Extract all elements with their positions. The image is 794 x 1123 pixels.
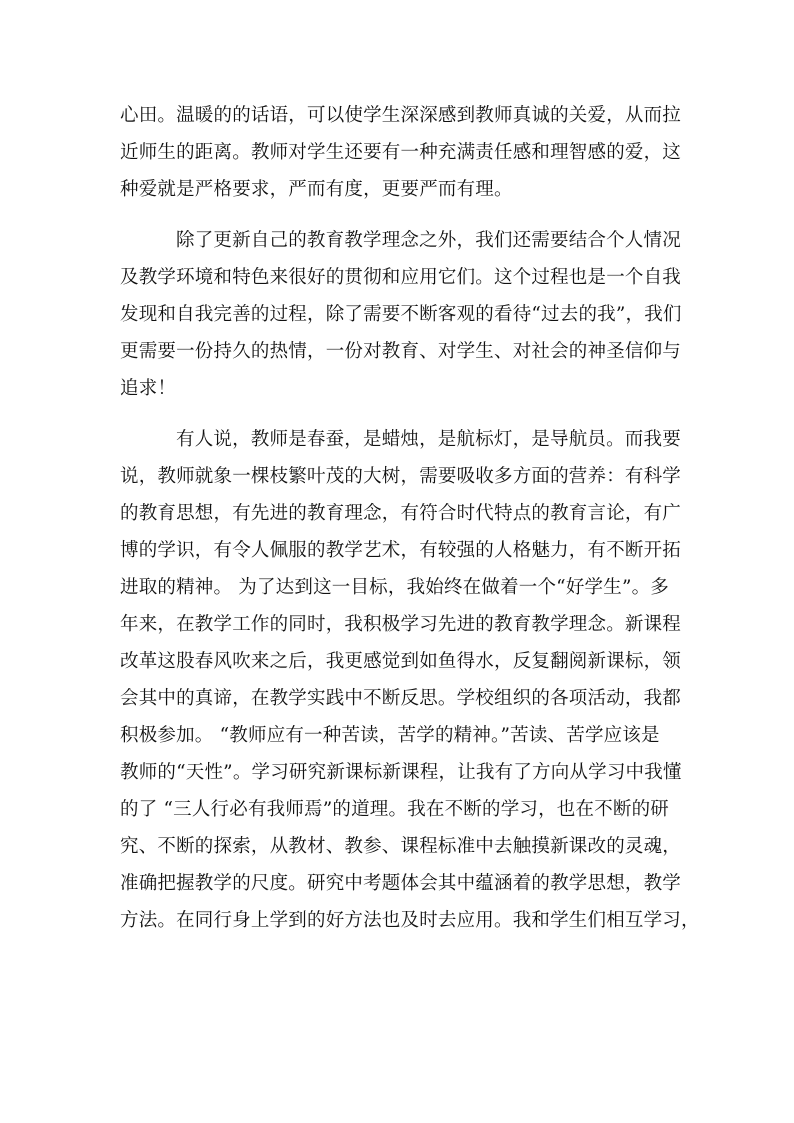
text-line: 更需要一份持久的热情，一份对教育、对学生、对社会的神圣信仰与 — [120, 341, 682, 362]
text-line: 会其中的真谛，在教学实践中不断反思。学校组织的各项活动，我都 — [120, 688, 682, 709]
text-line: 方法。在同行身上学到的好方法也及时去应用。我和学生们相互学习， — [120, 910, 700, 931]
text-line: 积极参加。 “教师应有一种苦读，苦学的精神。”苦读、苦学应该是 — [120, 725, 660, 746]
text-line: 改革这股春风吹来之后，我更感觉到如鱼得水，反复翻阅新课标，领 — [120, 651, 682, 672]
text-line: 追求！ — [120, 378, 177, 399]
text-line: 准确把握教学的尺度。研究中考题体会其中蕴涵着的教学思想，教学 — [120, 873, 682, 894]
text-line: 心田。温暖的的话语，可以使学生深深感到教师真诚的关爱，从而拉 — [120, 105, 682, 126]
text-line: 博的学识，有令人佩服的教学艺术，有较强的人格魅力，有不断开拓 — [120, 540, 682, 561]
text-line: 的了 “三人行必有我师焉”的道理。我在不断的学习，也在不断的研 — [120, 799, 669, 820]
text-line: 年来，在教学工作的同时，我积极学习先进的教育教学理念。新课程 — [120, 614, 682, 635]
text-line: 种爱就是严格要求，严而有度，更要严而有理。 — [120, 179, 513, 200]
paragraph-first-line: 有人说，教师是春蚕，是蜡烛，是航标灯，是导航员。而我要 — [176, 429, 681, 450]
text-line: 近师生的距离。教师对学生还要有一种充满责任感和理智感的爱，这 — [120, 142, 682, 163]
text-line: 的教育思想，有先进的教育理念，有符合时代特点的教育言论，有广 — [120, 503, 682, 524]
text-line: 进取的精神。 为了达到这一目标，我始终在做着一个“好学生”。多 — [120, 577, 669, 598]
text-line: 教师的“天性”。学习研究新课标新课程，让我有了方向从学习中我懂 — [120, 762, 682, 783]
paragraph-first-line: 除了更新自己的教育教学理念之外，我们还需要结合个人情况 — [176, 230, 681, 251]
text-line: 究、不断的探索，从教材、教参、课程标准中去触摸新课改的灵魂， — [120, 836, 682, 857]
text-line: 及教学环境和特色来很好的贯彻和应用它们。这个过程也是一个自我 — [120, 267, 682, 288]
text-line: 说，教师就象一棵枝繁叶茂的大树，需要吸收多方面的营养：有科学 — [120, 466, 682, 487]
text-line: 发现和自我完善的过程，除了需要不断客观的看待“过去的我”，我们 — [120, 304, 682, 325]
